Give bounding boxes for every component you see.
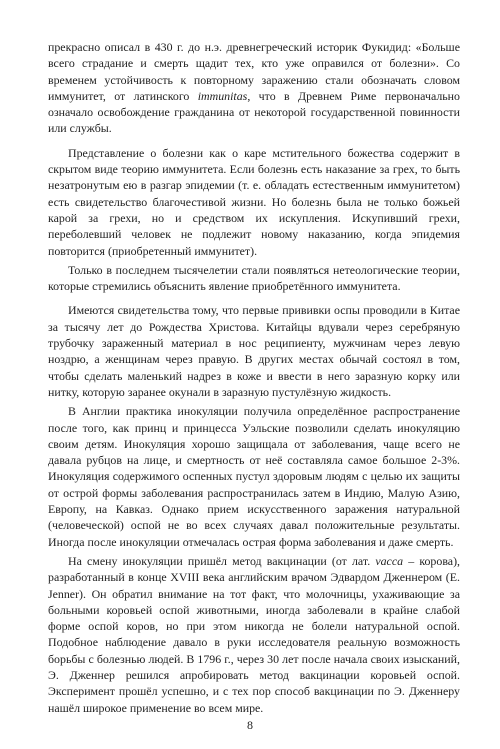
page-number: 8	[247, 718, 253, 732]
document-body	[48, 39, 460, 716]
paragraph-text: прекрасно описал в 430 г. до н.э. древнегреческий историк Фукидид: «Больше всего страдание и смерть щадит тех, кто уже оправился от болезни». Со временем устойчивость к повторному заражению стали обозначать словом иммунитет, от латинского	[48, 40, 460, 103]
paragraph-text: На смену инокуляции пришёл метод вакцинации (от лат.	[68, 553, 376, 568]
paragraph-divine-punishment: Представление о болезни как о каре мстительного божества содержит в скрытом виде теорию иммунитета. Если болезнь есть наказание за грех, то быть незатронутым ею в разгар эпидемии (т. е. обладать естественным иммунитетом) есть свидетельство благочестивой жизни. Но болезнь была не только божьей карой за грехи, но и средством их искупления. Искупивший грехи, переболевший человек не подлежит новому наказанию, когда эпидемия повторится (приобретенный иммунитет).	[48, 145, 460, 258]
paragraph-vaccination-jenner	[48, 553, 460, 716]
paragraph-text: , что в Древнем Риме первоначально означало освобождение гражданина от некоторой государственной повинности или службы.	[48, 88, 460, 136]
paragraph-nontheological-theories: Только в последнем тысячелетии стали появляться нетеологические теории, которые стремились объяснить явление приобретённого иммунитета.	[48, 262, 460, 294]
paragraph-immunitas	[48, 39, 460, 137]
latin-term: immunitas	[197, 88, 248, 103]
paragraph-text: – корова), разработанный в конце XVIII века английским врачом Эдвардом Дженнером (E. Jenner). Он обратил внимание на тот факт, что молочницы, ухаживающие за больными коровьей оспой животными, иногда заболевали в крайне слабой форме оспой коров, но при этом никогда не болели натуральной оспой. Подобное наблюдение давало в руки исследователя реальную возможность борьбы с болезнью людей. В 1796 г., через 30 лет после начала своих изысканий, Э. Дженнер решился апробировать метод вакцинации коровьей оспой. Эксперимент прошёл успешно, и с тех пор способ вакцинации по Э. Дженнеру нашёл широкое применение во всем мире.	[48, 553, 460, 715]
paragraph-china-variolation: Имеются свидетельства тому, что первые прививки оспы проводили в Китае за тысячу лет до Рождества Христова. Китайцы вдували через серебряную трубочку зараженный материал в нос реципиенту, мужчинам через левую ноздрю, а женщинам через правую. В других местах обычай состоял в том, чтобы сделать маленький надрез в коже и ввести в него заразную корку или нитку, которую заранее окунали в заразную пустулёзную жидкость.	[48, 303, 460, 399]
paragraph-england-inoculation: В Англии практика инокуляции получила определённое распространение после того, как принц и принцесса Уэльские позволили сделать инокуляцию своим детям. Инокуляция хорошо защищала от заболевания, чаще всего не давала рубцов на лице, и смертность от неё составляла самое большое 2-3%. Инокуляция содержимого оспенных пустул здоровым людям с целью их защиты от острой формы заболевания распространилась затем в Индию, Малую Азию, Европу, на Кавказ. Однако прием искусственного заражения натуральной (человеческой) оспой не во всех случаях давал положительные результаты. Иногда после инокуляции отмечалась острая форма заболевания и даже смерть.	[48, 404, 460, 549]
latin-term: vacca	[375, 553, 404, 568]
